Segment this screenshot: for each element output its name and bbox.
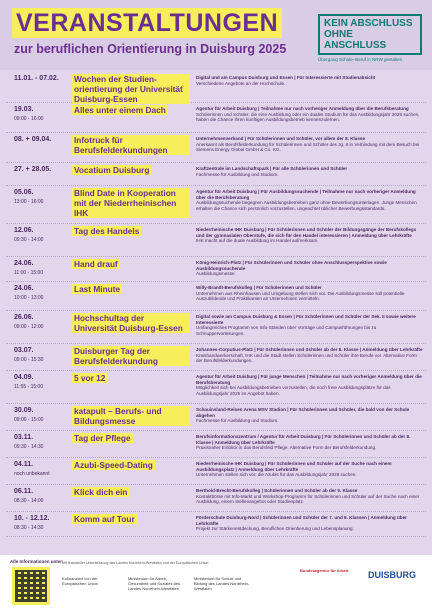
event-date: 03.07. [14,347,34,354]
event-title: Komm auf Tour [74,514,135,524]
event-title: Wochen der Studien-orientierung der Universität Duisburg-Essen [72,74,190,104]
page-subtitle: zur beruflichen Orientierung in Duisburg 2025 [14,42,287,56]
event-place: Agentur für Arbeit Duisburg | Für junge Menschen | Teilnahme nur nach vorheriger Anmeldung über die Berufsberatung [196,374,422,385]
eu-logo: Kofinanziert von der Europäischen Union [62,576,99,586]
event-date: 19.03. [14,106,34,113]
qr-code-icon[interactable] [12,567,50,605]
event-title: Hand drauf [74,259,118,269]
event-time: 09:00 - 15:30 [14,357,44,363]
event-date: 10. - 12.12. [14,515,50,522]
event-date: 06.11. [14,488,34,495]
event-place: Niederrheinische IHK Duisburg | Für Schülerinnen und Schüler auf der Suche nach einem Ausbildungsplatz | Anmeldung über Lehrkräfte [196,461,392,472]
event-place: Agentur für Arbeit Duisburg | Teilnahme nur nach vorheriger Anmeldung über die Berufsberatung [196,106,409,111]
qr-label: Alle Informationen unter: [10,559,64,564]
event-time: 08:30 - 14:30 [14,525,44,531]
event-details [196,260,424,277]
event-time: 09:30 - 14:30 [14,444,44,450]
msb-logo: Ministerium für Schule und Bildung des Landes Nordrhein-Westfalen [194,576,250,591]
mags-logo: Ministerium für Arbeit, Gesundheit und Soziales des Landes Nordrhein-Westfalen [128,576,181,591]
event-details [196,347,424,364]
event-details [196,434,424,451]
logo-box [318,14,422,55]
event-place: Schauinsland-Reisen Arena MSV Stadion | Für Schülerinnen und Schüler, die bald von der Schule abgehen [196,407,410,418]
event-time: 09:00 - 16:00 [14,116,44,122]
event-description: Kreishandwerkerschaft, IHK und die Stadt stellen Schülerinnen und Schüler ihre Berufe vor. Alternative Form der Berufsfelderkundungen. [196,352,417,364]
event-description: Schülerinnen und Schüler, die eine Ausbildung oder ein duales Studium für das Ausbildungsjahr 2025 suchen, haben die Chance ihren künftigen Ausbildungsbetrieb kennenzulernen. [196,111,420,123]
event-row [6,72,426,103]
event-date: 05.06. [14,189,34,196]
event-place: Kraftzentrale im Landschaftspark | Für alle Schülerinnen und Schüler [196,166,348,171]
event-details [196,189,424,211]
event-details [196,461,424,478]
event-place: Agentur für Arbeit Duisburg | Für Ausbildungssuchende | Teilnahme nur nach vorheriger Anmeldung über die Berufsberatung [196,189,416,200]
page-title: VERANSTALTUNGEN [12,8,282,38]
event-details [196,314,424,336]
event-date: 24.06. [14,285,34,292]
event-title: Infotruck für Berufsfelderkundungen [72,135,190,155]
event-title: Last Minute [74,284,121,294]
event-description: IHK macht auf die duale Ausbildung im Handel aufmerksam. [196,238,319,244]
event-row [6,404,426,431]
event-title: Klick dich ein [74,487,128,497]
event-date: 04.11. [14,461,34,468]
event-row [6,311,426,344]
event-time: 10:00 - 13:00 [14,295,44,301]
event-details [196,227,424,244]
event-date: 30.09. [14,407,34,414]
event-place: Unternehmenverband | Für Schülerinnen und Schüler, vor allem der 8. Klasse [196,136,366,141]
event-date: 08. + 09.04. [14,136,52,143]
event-date: 04.09. [14,374,34,381]
event-date: 12.06. [14,227,34,234]
event-description: Ausbildungssuchende begegnen Ausbildungsbetrieben ganz ohne Bewerbungsunterlagen. Junge Menschen erhalten die Chance sich persönlich vorzustellen, ungeachtet üblicher Bewerbungsstandards. [196,200,417,211]
event-place: Johannes-Corputius-Platz | Für Schülerinnen und Schüler ab der 8. Klasse | Anmeldung über Lehrkräfte [196,347,423,352]
event-description: Umfangreiches Programm von Info-Ständen über Vorträge und Campusführungen bis zu Schnuppervorlesungen. [196,325,377,336]
event-title: Tag des Handels [74,226,140,236]
event-row [6,163,426,186]
event-place: Digital sowie am Campus Duisburg & Essen | Für Schülerinnen und Schüler der Sek. II sowie weitere Interessierte [196,314,416,325]
event-row [6,282,426,311]
event-date: 27. + 28.05. [14,166,52,173]
event-title: katapult – Berufs- und Bildungsmesse [72,406,190,426]
event-row [6,133,426,163]
event-row [6,186,426,224]
event-place: Digital und am Campus Duisburg und Essen | Für Interessierte mit Studienabsicht [196,75,376,80]
event-description: Fachmesse für Ausbildung und Studium. [196,418,279,424]
event-place: Niederrheinische IHK Duisburg | Für Schülerinnen und Schüler der Bildungsgänge der Berufskollegs und der gymnasialen Oberstufe, die sich für den Handel interessieren | Anmeldung über Lehrkräfte [196,227,417,238]
event-title: Vocatium Duisburg [74,165,150,175]
event-time: 08:30 - 14:00 [14,498,44,504]
event-place: Berufsinformationszentrum / Agentur für Arbeit Duisburg | Für Schülerinnen und Schüler ab der 8. Klasse | Anmeldung über Lehrkräfte [196,434,411,445]
event-place: Berthold-Brecht-Berufskolleg | Schülerinnen und Schüler ab der 9. Klasse [196,488,358,493]
event-description: Projekt zur Stärkenentdeckung, Beruflichen Orientierung und Lebensplanung. [196,526,354,532]
event-time: 09:00 - 15:00 [14,417,44,423]
event-description: Unternehmen aus Rheinhausen und Umgebung stellen sich vor. Die Ausbildungsmesse soll potentielle Auszubildende und Praktikanten an Unternehmen vermitteln. [196,290,405,302]
event-description: Verschiedene Angebote an der Hochschule. [196,80,286,86]
event-time: 11:55 - 15:00 [14,384,44,390]
event-list [0,70,432,555]
logo-line-2: OHNE ANSCHLUSS [324,29,387,51]
event-description: Möglichkeit sich bei Ausbildungsbetrieben vorzustellen, die noch freie Ausbildungsplätze für das Ausbildungsjahr 2025 im Angebot haben. [196,385,391,396]
event-details [196,285,424,302]
event-place: Willy-Brandt-Berufskolleg | Für Schülerinnen und Schüler [196,285,322,290]
event-date: 24.06. [14,260,34,267]
event-title: 5 vor 12 [74,373,106,383]
ba-logo: Bundesagentur für Arbeit [300,568,349,573]
event-row [6,224,426,257]
event-details [196,136,424,153]
event-row [6,431,426,458]
kaoa-logo [318,14,422,62]
event-description: Anerkannt als Berufsfelderkundung für Schülerinnen und Schüler des Jg. 8 in Verbindung mit dem Besuch bei Siemens Energy Global GmbH & Co. KG. [196,141,420,153]
logo-tagline: Übergang Schule–Beruf in NRW gestalten [318,57,403,62]
event-description: Unternehmen stellen sich vor, die Azubis für das Ausbildungsjahr 2026 suchen. [196,472,357,478]
event-details [196,374,424,396]
funding-note: Mit finanzieller Unterstützung des Landes Nordrhein-Westfalen und der Europäischen Union [62,561,209,565]
footer [0,555,432,615]
event-details [196,75,424,86]
event-time: 11:00 - 15:00 [14,270,44,276]
event-row [6,103,426,133]
event-date: 11.01. - 07.02. [14,75,59,82]
event-details [196,488,424,505]
event-date: 03.11. [14,434,34,441]
event-row [6,485,426,512]
event-time: 13:00 - 16:00 [14,199,44,205]
event-title: Blind Date in Kooperation mit der Niederrheinischen IHK [72,188,190,218]
event-row [6,257,426,282]
event-title: Alles unter einem Dach [74,105,166,115]
event-place: Förderschule Duisburg-Nord | Schülerinnen und Schüler der 7. und 8. Klassen | Anmeldung über Lehrkräfte [196,515,407,526]
event-row [6,512,426,537]
event-description: Fachmesse für Ausbildung und Studium. [196,171,279,177]
event-title: Azubi-Speed-Dating [74,460,153,470]
header [0,0,432,70]
event-details [196,166,424,177]
event-date: 26.06. [14,314,34,321]
event-details [196,106,424,123]
event-row [6,458,426,485]
event-time: 09:00 - 12:00 [14,324,44,330]
event-row [6,371,426,404]
event-title: Hochschultag der Universität Duisburg-Essen [72,313,190,333]
event-details [196,407,424,424]
duisburg-logo: DUISBURG [368,570,417,580]
event-time: 09:30 - 14:00 [14,237,44,243]
event-row [6,344,426,371]
event-time: noch unbekannt [14,471,50,477]
event-title: Duisburger Tag der Berufsfelderkundung [72,346,190,366]
event-description: Ausbildungsmesse. [196,271,236,277]
event-details [196,515,424,532]
event-place: König-Heinrich-Platz | Für Schülerinnen und Schüler ohne Anschlussperspektive sowie Ausbildungssuchende [196,260,387,271]
logo-line-1: KEIN ABSCHLUSS [324,18,413,29]
event-title: Tag der Pflege [74,433,131,443]
event-description: Praxisnaher Einblick in das Berufsfeld Pflege. Alternative Form der Berufsfelderkundung. [196,445,377,451]
event-description: Kontaktbörse mit Info-Markt und Workshop-Programm für Schülerinnen und Schüler auf der Suche nach einer Ausbildung, einem Stellenangebot oder Studienplatz. [196,493,420,505]
